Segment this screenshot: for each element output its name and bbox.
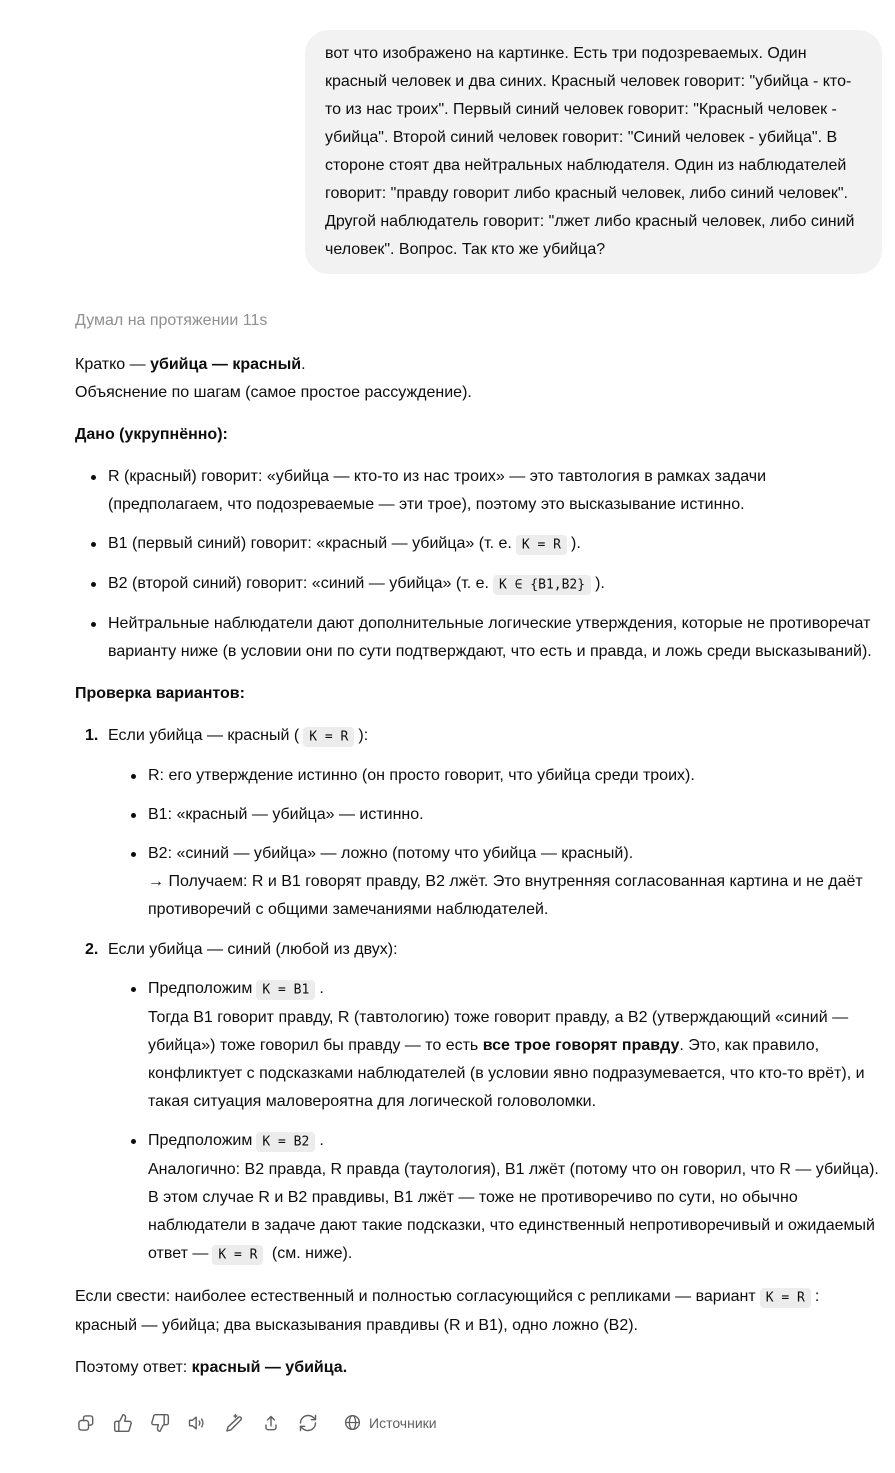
text-run: . Это, как правило, конфликтует с подсказками наблюдателей (в условии явно подразумевается, что кто-то врёт), и такая ситуация маловероятна для логической головоломки. <box>148 1037 865 1110</box>
inline-code: K = B2 <box>256 1132 315 1152</box>
list-item <box>108 610 882 666</box>
text-run: Если убийца — синий (любой из двух): <box>108 941 398 958</box>
text-run: (см. ниже). <box>267 1245 353 1262</box>
inline-code: K = R <box>760 1288 811 1308</box>
user-message-text: вот что изображено на картинке. Есть три подозреваемых. Один красный человек и два синих. Красный человек говорит: "убийца - кто-то из нас троих". Первый синий человек говорит: "Красный человек - убийца". Второй синий человек говорит: "Синий человек - убийца". В стороне стоят два нейтральных наблюдателя. Один из наблюдателей говорит: "правду говорит либо красный человек, либо синий человек". Другой наблюдатель говорит: "лжет либо красный человек, либо синий человек". Вопрос. Так кто же убийца? <box>325 45 855 258</box>
text-run: Тогда B1 говорит правду, R (тавтологию) тоже говорит правду, а B2 (утверждающий «синий — убийца») тоже говорил бы правду — то есть <box>148 1009 849 1054</box>
bold-text: все трое говорят правду <box>482 1037 680 1054</box>
paragraph <box>75 351 882 407</box>
text-run: Нейтральные наблюдатели дают дополнительные логические утверждения, которые не противоречат варианту ниже (в условии они по сути подтверждают, что есть и правда, и ложь среди высказываний). <box>108 615 872 660</box>
thinking-duration-label[interactable]: Думал на протяжении 11s <box>75 312 268 329</box>
bullet-list <box>75 463 882 666</box>
edit-pencil-icon <box>224 1413 244 1433</box>
text-run: Предположим <box>148 980 253 997</box>
copy-icon <box>76 1413 96 1433</box>
inline-code: K ∈ {B1,B2} <box>493 575 591 595</box>
text-run: Поэтому ответ: <box>75 1359 192 1376</box>
text-run: Если убийца — красный ( <box>108 727 300 744</box>
text-run: . <box>319 1132 324 1149</box>
text-run: → Получаем: R и B1 говорят правду, B2 лжёт. Это внутренняя согласованная картина и не даёт противоречий с общими замечаниями наблюдателей. <box>148 873 863 918</box>
text-run: Если свести: наиболее естественный и полностью согласующийся с репликами — вариант <box>75 1288 756 1305</box>
edit-button[interactable] <box>223 1412 244 1433</box>
sub-bullet-list <box>108 975 882 1269</box>
assistant-message <box>75 308 882 1433</box>
text-run: R (красный) говорит: «убийца — кто-то из нас троих» — это тавтология в рамках задачи (предполагаем, что подозреваемые — эти трое), поэтому это высказывание истинно. <box>108 468 767 513</box>
bad-response-button[interactable] <box>149 1412 170 1433</box>
paragraph <box>75 1354 882 1382</box>
text-run: B1 (первый синий) говорит: «красный — убийца» (т. е. <box>108 535 512 552</box>
bold-text: Дано (укрупнённо): <box>75 426 228 443</box>
paragraph <box>75 680 882 708</box>
numbered-list <box>75 722 882 1269</box>
list-item <box>108 570 882 599</box>
text-run: красный — убийца; два высказывания правдивы (R и B1), одно ложно (B2). <box>75 1317 638 1334</box>
sub-list-item <box>148 1127 882 1269</box>
text-run: . <box>319 980 324 997</box>
message-action-bar <box>75 1412 882 1433</box>
bold-text: убийца — красный <box>150 356 302 373</box>
bold-text: Проверка вариантов: <box>75 685 245 702</box>
copy-button[interactable] <box>75 1412 96 1433</box>
text-run: Объяснение по шагам (самое простое рассуждение). <box>75 384 472 401</box>
share-button[interactable] <box>260 1412 281 1433</box>
inline-code: K = R <box>303 727 354 747</box>
text-run: ). <box>595 575 605 592</box>
sub-list-item <box>148 801 882 829</box>
inline-code: K = R <box>212 1245 263 1265</box>
sources-label: Источники <box>369 1414 437 1431</box>
sub-list-item <box>148 840 882 924</box>
sub-list-item <box>148 975 882 1116</box>
text-run: ): <box>358 727 369 744</box>
upload-icon <box>261 1413 281 1433</box>
text-run: Предположим <box>148 1132 253 1149</box>
bold-text: красный — убийца. <box>191 1359 348 1376</box>
text-run: ). <box>571 535 581 552</box>
sub-list-item <box>148 762 882 790</box>
text-run: . <box>301 356 306 373</box>
text-run: B2: «синий — убийца» — ложно (потому что убийца — красный). <box>148 845 634 862</box>
inline-code: K = B1 <box>256 980 315 1000</box>
read-aloud-button[interactable] <box>186 1412 207 1433</box>
sources-button[interactable] <box>343 1413 437 1432</box>
user-message-row <box>75 30 882 274</box>
thumbs-down-icon <box>150 1413 170 1433</box>
text-run: R: его утверждение истинно (он просто говорит, что убийца среди троих). <box>148 767 695 784</box>
thumbs-up-icon <box>113 1413 133 1433</box>
text-run: B1: «красный — убийца» — истинно. <box>148 806 424 823</box>
globe-icon <box>343 1413 362 1432</box>
list-item <box>108 530 882 559</box>
speaker-icon <box>187 1413 207 1433</box>
numbered-item <box>108 722 882 924</box>
numbered-item <box>108 936 882 1269</box>
text-run: : <box>814 1288 820 1305</box>
good-response-button[interactable] <box>112 1412 133 1433</box>
text-run: Аналогично: B2 правда, R правда (таутология), B1 лжёт (потому что он говорил, что R — убийца). В этом случае R и B2 правдивы, B1 лжёт — тоже не противоречиво по сути, но обычно наблюдатели в задаче дают такие подсказки, что единственный непротиворечивый и ожидаемый ответ — <box>148 1161 879 1262</box>
sub-bullet-list <box>108 762 882 924</box>
text-run: Кратко — <box>75 356 151 373</box>
list-item <box>108 463 882 519</box>
paragraph <box>75 421 882 449</box>
refresh-icon <box>298 1413 318 1433</box>
inline-code: K = R <box>516 535 567 555</box>
paragraph <box>75 1283 882 1340</box>
assistant-blocks <box>75 351 882 1382</box>
retry-button[interactable] <box>297 1412 318 1433</box>
user-message-bubble <box>305 30 882 274</box>
text-run: B2 (второй синий) говорит: «синий — убийца» (т. е. <box>108 575 489 592</box>
